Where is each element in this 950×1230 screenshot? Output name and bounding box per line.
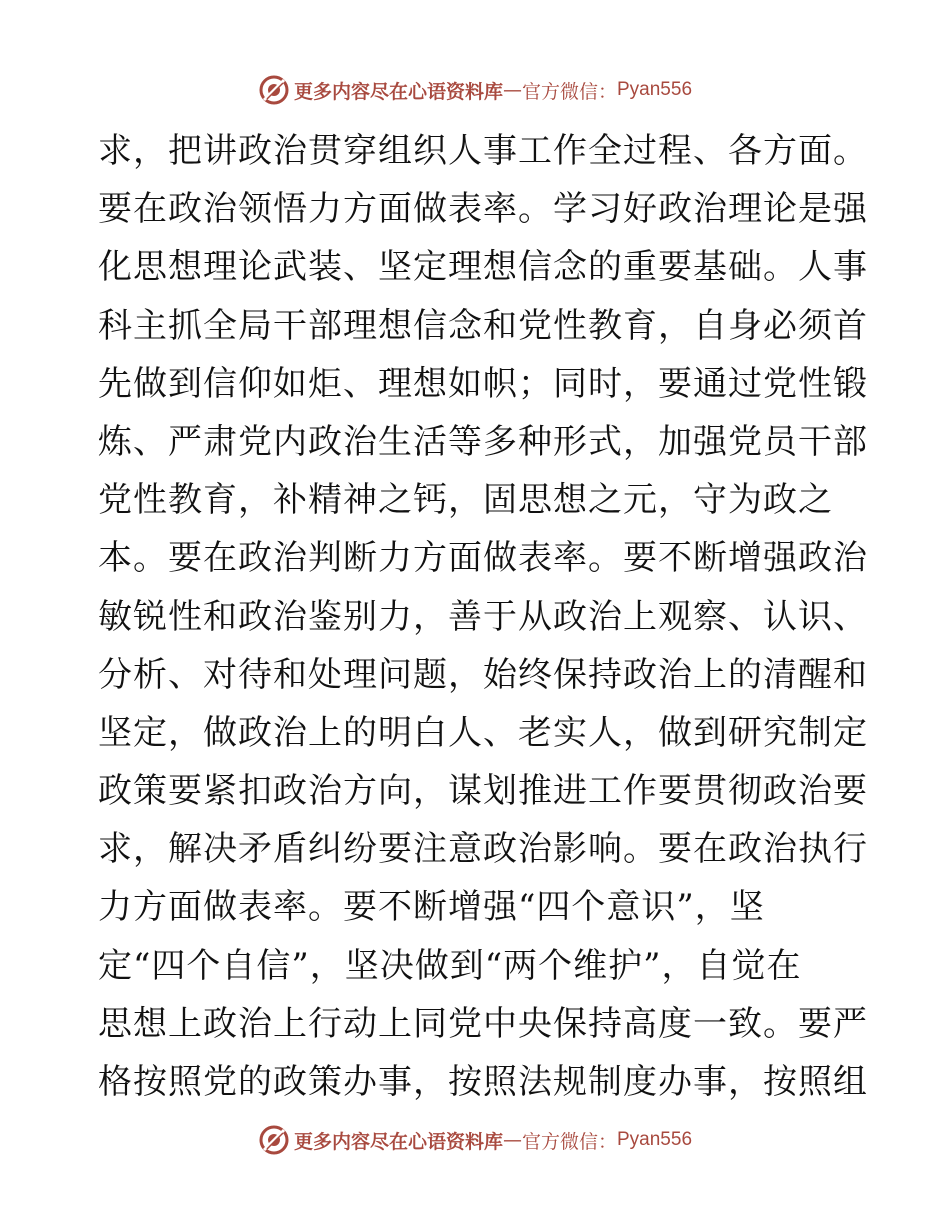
text-line: 求，把讲政治贯穿组织人事工作全过程、各方面。 <box>98 131 868 171</box>
header-wechat-label: 官方微信： <box>521 80 617 103</box>
footer-wechat-label: 官方微信： <box>521 1130 617 1153</box>
footer-title: 更多内容尽在心语资料库 <box>293 1130 503 1153</box>
text-line: 坚定，做政治上的明白人、老实人，做到研究制定 <box>98 712 868 753</box>
text-line: 先做到信仰如炬、理想如帜；同时，要通过党性锻 <box>98 363 868 404</box>
logo-icon <box>258 74 290 106</box>
text-line: 炼、严肃党内政治生活等多种形式，加强党员干部 <box>98 421 868 462</box>
logo-icon <box>258 1124 290 1156</box>
header-wechat-id: Pyan556 <box>617 79 693 100</box>
footer-banner <box>0 1120 950 1160</box>
text-line: 政策要紧扣政治方向，谋划推进工作要贯彻政治要 <box>98 771 868 812</box>
footer-wechat-id: Pyan556 <box>617 1129 693 1150</box>
header-title: 更多内容尽在心语资料库 <box>293 80 503 103</box>
text-line: 本。要在政治判断力方面做表率。要不断增强政治 <box>98 538 868 579</box>
document-body <box>98 122 868 1111</box>
text-line: 定“四个自信”，坚决做到“两个维护”，自觉在 <box>98 945 802 986</box>
text-line: 格按照党的政策办事，按照法规制度办事，按照组 <box>98 1062 868 1102</box>
text-line: 化思想理论武装、坚定理想信念的重要基础。人事 <box>98 247 868 288</box>
header-dash: — <box>502 79 522 101</box>
text-line: 科主抓全局干部理想信念和党性教育，自身必须首 <box>98 305 868 346</box>
text-line: 党性教育，补精神之钙，固思想之元，守为政之 <box>98 480 833 521</box>
text-line: 分析、对待和处理问题，始终保持政治上的清醒和 <box>98 654 868 695</box>
text-line: 要在政治领悟力方面做表率。学习好政治理论是强 <box>98 189 868 230</box>
text-line: 敏锐性和政治鉴别力，善于从政治上观察、认识、 <box>98 596 868 637</box>
text-line: 求，解决矛盾纠纷要注意政治影响。要在政治执行 <box>98 829 868 870</box>
header-banner <box>0 70 950 110</box>
footer-dash: — <box>502 1129 522 1151</box>
text-line: 思想上政治上行动上同党中央保持高度一致。要严 <box>98 1003 868 1044</box>
text-line: 力方面做表率。要不断增强“四个意识”，坚 <box>98 887 765 928</box>
